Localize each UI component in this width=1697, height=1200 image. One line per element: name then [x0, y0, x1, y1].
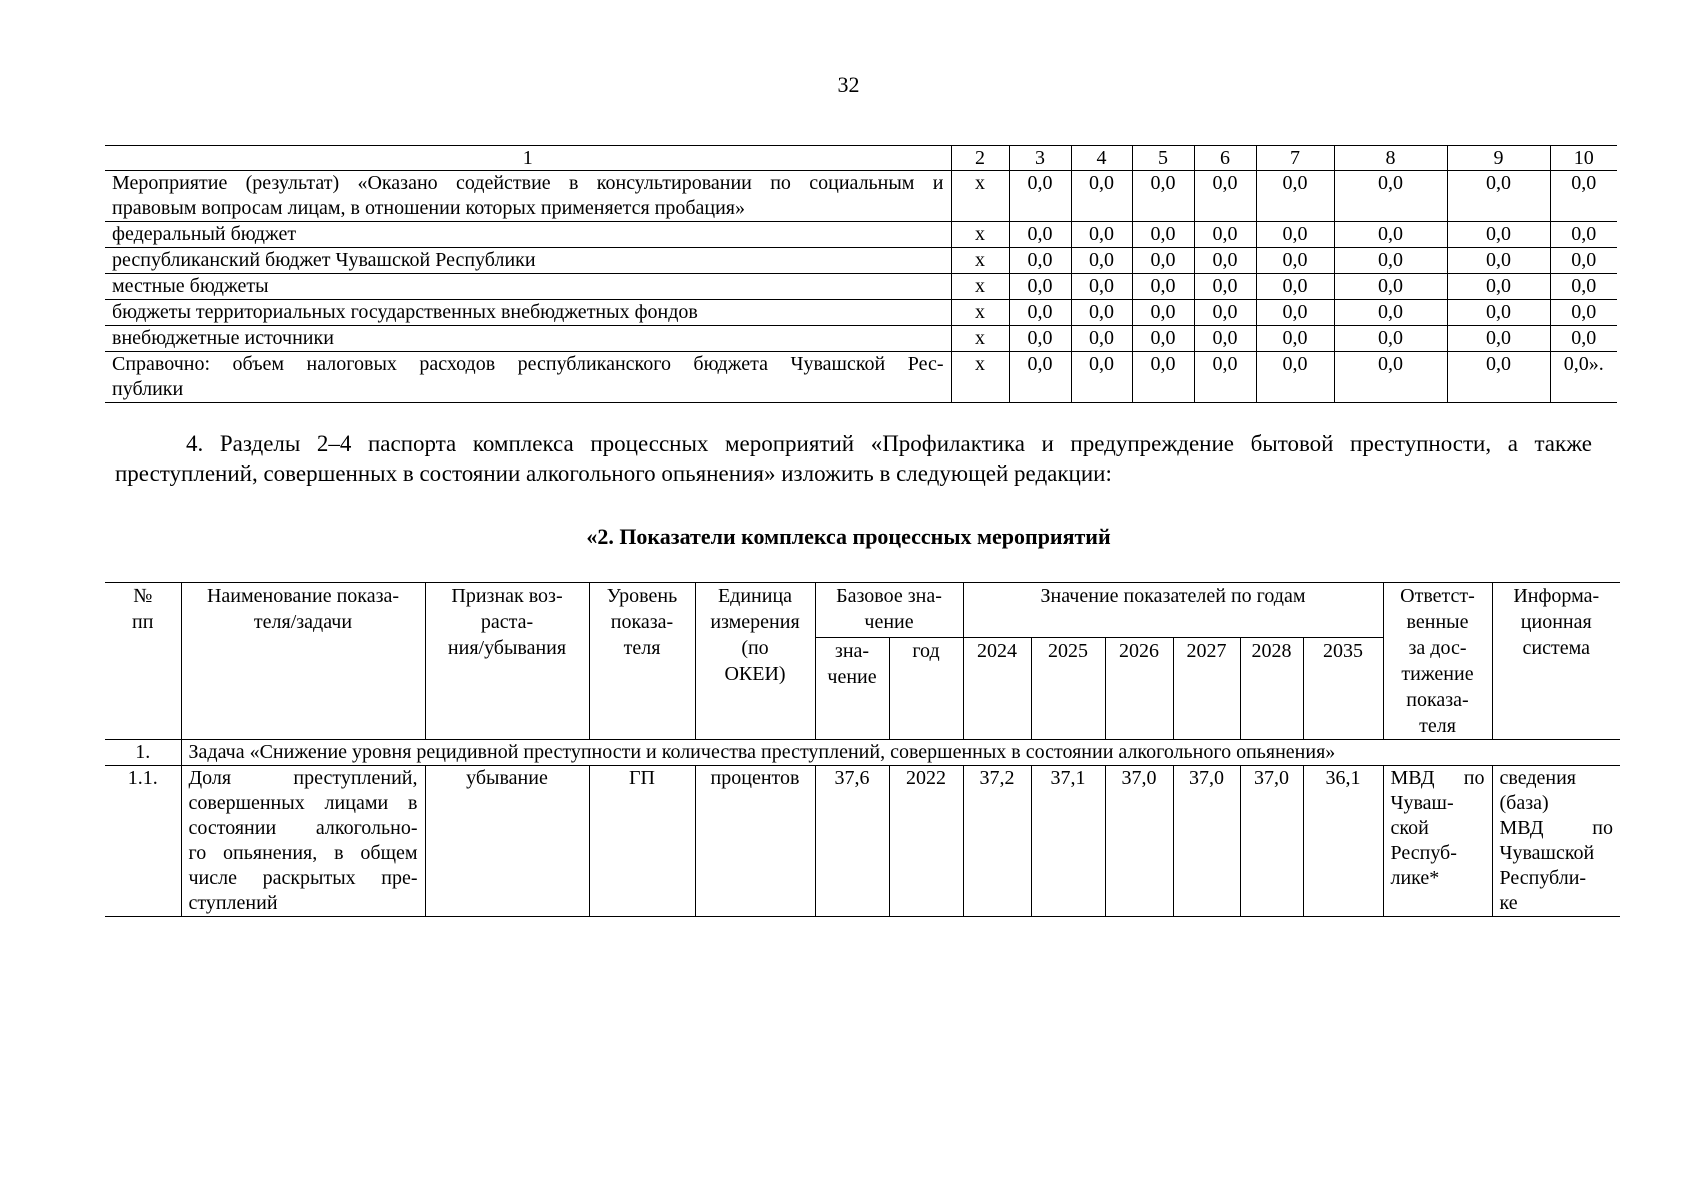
- row-label: внебюджетные источники: [105, 326, 951, 352]
- cell: 0,0: [1071, 300, 1132, 326]
- header-number: № пп: [105, 583, 181, 740]
- unit: процентов: [695, 766, 815, 917]
- header-year: 2026: [1105, 637, 1173, 739]
- indicator-level: ГП: [589, 766, 695, 917]
- row-label: Справочно: объем налоговых расходов республиканского бюджета Чувашской Рес- публики: [105, 352, 951, 403]
- column-number: 7: [1256, 146, 1334, 171]
- task-row: [105, 740, 1620, 766]
- cell: х: [951, 326, 1009, 352]
- cell: 0,0: [1550, 326, 1617, 352]
- row-number: 1.1.: [105, 766, 181, 917]
- cell: 0,0».: [1550, 352, 1617, 403]
- cell: 0,0: [1009, 222, 1071, 248]
- base-value: 37,6: [815, 766, 889, 917]
- row-label: бюджеты территориальных государственных внебюджетных фондов: [105, 300, 951, 326]
- column-number: 6: [1194, 146, 1256, 171]
- header-growth-sign: Признак воз- раста- ния/убывания: [425, 583, 589, 740]
- cell: 0,0: [1334, 274, 1447, 300]
- header-unit: Единица измерения (по ОКЕИ): [695, 583, 815, 740]
- cell: 0,0: [1194, 274, 1256, 300]
- table-row: [105, 300, 1617, 326]
- cell: 0,0: [1071, 274, 1132, 300]
- year-value: 37,1: [1031, 766, 1105, 917]
- header-base-val: зна- чение: [815, 637, 889, 739]
- cell: 0,0: [1256, 352, 1334, 403]
- cell: 0,0: [1550, 274, 1617, 300]
- header-year: 2025: [1031, 637, 1105, 739]
- column-number: 3: [1009, 146, 1071, 171]
- column-number: 4: [1071, 146, 1132, 171]
- table-row: [105, 248, 1617, 274]
- table-row: [105, 326, 1617, 352]
- cell: 0,0: [1194, 222, 1256, 248]
- header-years-group: Значение показателей по годам: [963, 583, 1383, 638]
- cell: 0,0: [1334, 222, 1447, 248]
- cell: 0,0: [1194, 248, 1256, 274]
- indicator-name: Доля преступлений, совершенных лицами в состоянии алкогольно- го опьянения, в общем числе раскрытых пре- ступлений: [181, 766, 425, 917]
- cell: 0,0: [1256, 171, 1334, 222]
- table-header-row: [105, 146, 1617, 171]
- table-row: [105, 274, 1617, 300]
- section-heading: «2. Показатели комплекса процессных мероприятий: [586, 524, 1111, 549]
- column-number: 5: [1132, 146, 1194, 171]
- cell: 0,0: [1447, 222, 1550, 248]
- cell: 0,0: [1132, 248, 1194, 274]
- table-row: [105, 766, 1620, 917]
- cell: 0,0: [1447, 274, 1550, 300]
- year-value: 36,1: [1303, 766, 1383, 917]
- cell: 0,0: [1447, 171, 1550, 222]
- cell: 0,0: [1194, 171, 1256, 222]
- cell: 0,0: [1194, 352, 1256, 403]
- header-base-value: Базовое зна- чение: [815, 583, 963, 638]
- cell: 0,0: [1194, 326, 1256, 352]
- cell: 0,0: [1550, 222, 1617, 248]
- indicators-table: [105, 582, 1620, 917]
- row-label: республиканский бюджет Чувашской Республики: [105, 248, 951, 274]
- cell: 0,0: [1334, 171, 1447, 222]
- cell: 0,0: [1550, 171, 1617, 222]
- cell: 0,0: [1550, 248, 1617, 274]
- cell: х: [951, 171, 1009, 222]
- header-base-year: год: [889, 637, 963, 739]
- cell: х: [951, 222, 1009, 248]
- cell: 0,0: [1334, 300, 1447, 326]
- cell: 0,0: [1447, 326, 1550, 352]
- cell: 0,0: [1009, 248, 1071, 274]
- year-value: 37,0: [1240, 766, 1303, 917]
- header-year: 2028: [1240, 637, 1303, 739]
- amendment-paragraph: 4. Разделы 2–4 паспорта комплекса процессных мероприятий «Профилактика и предупреждение бытовой преступности, а также преступлений, совершенных в состоянии алкогольного опьянения» изложить в следующей редакции:: [115, 431, 1592, 486]
- cell: 0,0: [1009, 300, 1071, 326]
- cell: 0,0: [1071, 222, 1132, 248]
- header-year: 2027: [1173, 637, 1240, 739]
- task-text: Задача «Снижение уровня рецидивной преступности и количества преступлений, совершенных в состоянии алкогольного опьянения»: [181, 740, 1620, 766]
- table-header-row: [105, 583, 1620, 638]
- cell: 0,0: [1334, 326, 1447, 352]
- info-system: сведения (база) МВД по Чувашской Республи- ке: [1492, 766, 1620, 917]
- cell: 0,0: [1447, 300, 1550, 326]
- column-number: 1: [105, 146, 951, 171]
- cell: 0,0: [1256, 222, 1334, 248]
- cell: 0,0: [1256, 326, 1334, 352]
- row-label: федеральный бюджет: [105, 222, 951, 248]
- header-responsible: Ответст- венные за дос- тижение показа- теля: [1383, 583, 1492, 740]
- cell: 0,0: [1009, 274, 1071, 300]
- table-row: [105, 171, 1617, 222]
- cell: 0,0: [1132, 300, 1194, 326]
- cell: 0,0: [1132, 274, 1194, 300]
- cell: 0,0: [1132, 352, 1194, 403]
- cell: 0,0: [1071, 248, 1132, 274]
- column-number: 10: [1550, 146, 1617, 171]
- growth-sign: убывание: [425, 766, 589, 917]
- task-number: 1.: [105, 740, 181, 766]
- cell: х: [951, 300, 1009, 326]
- year-value: 37,2: [963, 766, 1031, 917]
- year-value: 37,0: [1173, 766, 1240, 917]
- cell: 0,0: [1132, 171, 1194, 222]
- year-value: 37,0: [1105, 766, 1173, 917]
- cell: 0,0: [1071, 171, 1132, 222]
- cell: 0,0: [1256, 248, 1334, 274]
- header-year: 2024: [963, 637, 1031, 739]
- header-year: 2035: [1303, 637, 1383, 739]
- cell: х: [951, 248, 1009, 274]
- financing-table: [105, 145, 1617, 403]
- cell: 0,0: [1256, 274, 1334, 300]
- cell: 0,0: [1256, 300, 1334, 326]
- cell: 0,0: [1447, 352, 1550, 403]
- header-indicator-level: Уровень показа- теля: [589, 583, 695, 740]
- cell: 0,0: [1009, 326, 1071, 352]
- cell: 0,0: [1071, 352, 1132, 403]
- cell: 0,0: [1132, 326, 1194, 352]
- responsible: МВД по Чуваш- ской Респуб- лике*: [1383, 766, 1492, 917]
- column-number: 9: [1447, 146, 1550, 171]
- table-row: [105, 222, 1617, 248]
- header-info-system: Информа- ционная система: [1492, 583, 1620, 740]
- cell: 0,0: [1132, 222, 1194, 248]
- base-year: 2022: [889, 766, 963, 917]
- table-row: [105, 352, 1617, 403]
- cell: 0,0: [1334, 248, 1447, 274]
- row-label: Мероприятие (результат) «Оказано содействие в консультировании по социальным и правовым вопросам лицам, в отношении которых применяется пробация»: [105, 171, 951, 222]
- cell: 0,0: [1009, 171, 1071, 222]
- cell: 0,0: [1194, 300, 1256, 326]
- cell: х: [951, 352, 1009, 403]
- cell: 0,0: [1550, 300, 1617, 326]
- page-number: 32: [837, 72, 860, 97]
- column-number: 2: [951, 146, 1009, 171]
- cell: 0,0: [1447, 248, 1550, 274]
- header-indicator-name: Наименование показа- теля/задачи: [181, 583, 425, 740]
- cell: 0,0: [1334, 352, 1447, 403]
- cell: х: [951, 274, 1009, 300]
- row-label: местные бюджеты: [105, 274, 951, 300]
- column-number: 8: [1334, 146, 1447, 171]
- cell: 0,0: [1071, 326, 1132, 352]
- cell: 0,0: [1009, 352, 1071, 403]
